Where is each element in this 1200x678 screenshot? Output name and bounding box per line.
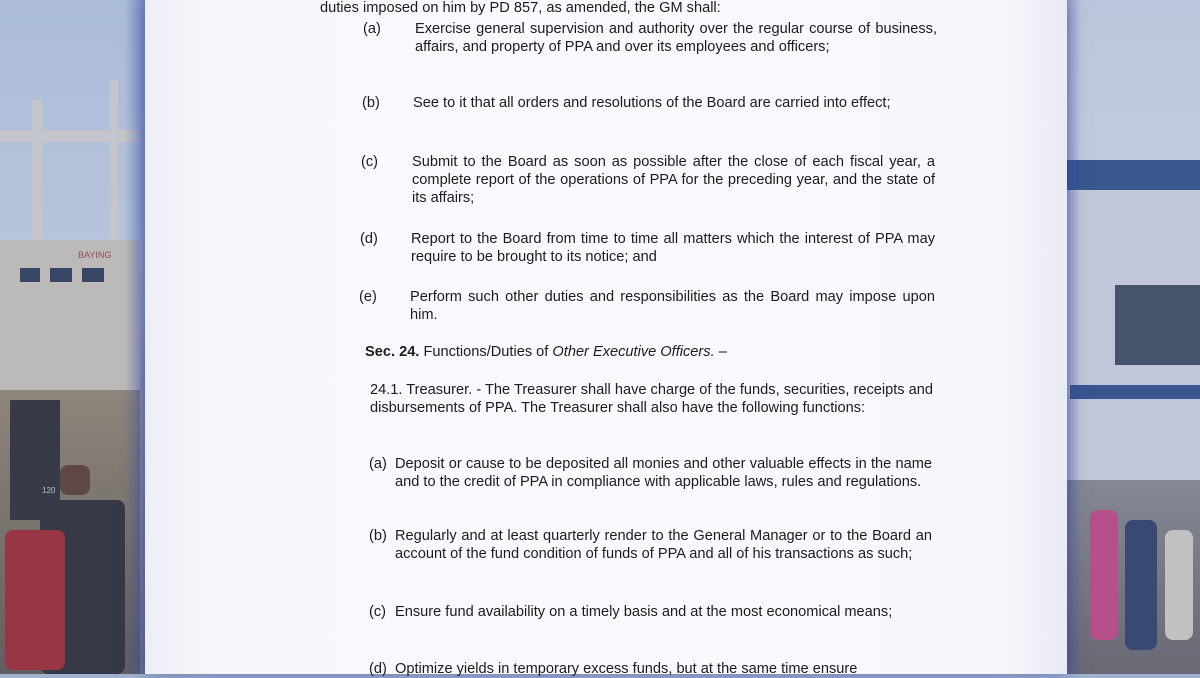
- treasurer-function-text: Deposit or cause to be deposited all monies and other valuable effects in the name and to the credit of PPA in compliance with applicable laws, rules and regulations.: [395, 456, 932, 490]
- crane-beam: [0, 130, 140, 142]
- document-page: [145, 0, 1067, 677]
- red-backpack: [5, 530, 65, 670]
- section-dash: –: [718, 344, 727, 360]
- gm-duty-label: (c): [361, 154, 379, 170]
- building-awning: [1070, 385, 1200, 399]
- document-body: [145, 0, 1067, 677]
- gm-duty-label: (d): [360, 231, 378, 247]
- treasurer-intro: 24.1. Treasurer. - The Treasurer shall have charge of the funds, securities, receipts and disbursements of PPA. The Treasurer shall also have the following functions:: [370, 382, 933, 416]
- gm-duty-text: Report to the Board from time to time all matters which the interest of PPA may require to be brought to its notice; and: [411, 231, 935, 265]
- treasurer-function-text: Regularly and at least quarterly render to the General Manager or to the Board an account of the fund condition of funds of PPA and all of his transactions as such;: [395, 528, 932, 562]
- section-heading: [365, 343, 965, 361]
- building-window: [1115, 285, 1200, 365]
- section-title-italic: Other Executive Officers.: [552, 344, 715, 360]
- treasurer-function-text: Optimize yields in temporary excess funds, but at the same time ensure: [395, 661, 858, 677]
- crane-mast-2: [110, 80, 118, 250]
- person-head: [60, 465, 90, 495]
- gm-duty-text: See to it that all orders and resolutions of the Board are carried into effect;: [413, 95, 891, 111]
- person-white: [1165, 530, 1193, 640]
- ship-window: [50, 268, 72, 282]
- building-roof: [1060, 160, 1200, 190]
- gm-duty-text: Perform such other duties and responsibilities as the Board may impose upon him.: [410, 289, 935, 323]
- person-pink: [1090, 510, 1118, 640]
- forklift-number: 120: [42, 486, 56, 495]
- treasurer-function-text: Ensure fund availability on a timely basis and at the most economical means;: [395, 604, 893, 620]
- crane-mast: [32, 100, 42, 240]
- intro-line: duties imposed on him by PD 857, as amended, the GM shall:: [320, 0, 721, 16]
- gm-duty-text: Submit to the Board as soon as possible after the close of each fiscal year, a complete report of the operations of PPA for the preceding year, and the state of its affairs;: [412, 154, 935, 206]
- person-backpack: [1125, 520, 1157, 650]
- treasurer-function-label: (a): [369, 456, 387, 472]
- ship-window: [20, 268, 40, 282]
- gm-duty-label: (a): [363, 21, 381, 37]
- gm-duty-label: (b): [362, 95, 380, 111]
- treasurer-function-label: (b): [369, 528, 387, 544]
- section-title: Functions/Duties of: [423, 344, 549, 360]
- ship-window: [82, 268, 104, 282]
- gm-duty-label: (e): [359, 289, 377, 305]
- treasurer-function-label: (c): [369, 604, 387, 620]
- ship-hull: [0, 240, 140, 390]
- gm-duty-text: Exercise general supervision and authority over the regular course of business, affairs, and property of PPA and over its employees and officers;: [415, 21, 937, 55]
- background-photo-right: [1060, 0, 1200, 674]
- treasurer-function-label: (d): [369, 661, 387, 677]
- section-number: Sec. 24.: [365, 344, 420, 360]
- ship-name-text: BAYING: [78, 250, 112, 260]
